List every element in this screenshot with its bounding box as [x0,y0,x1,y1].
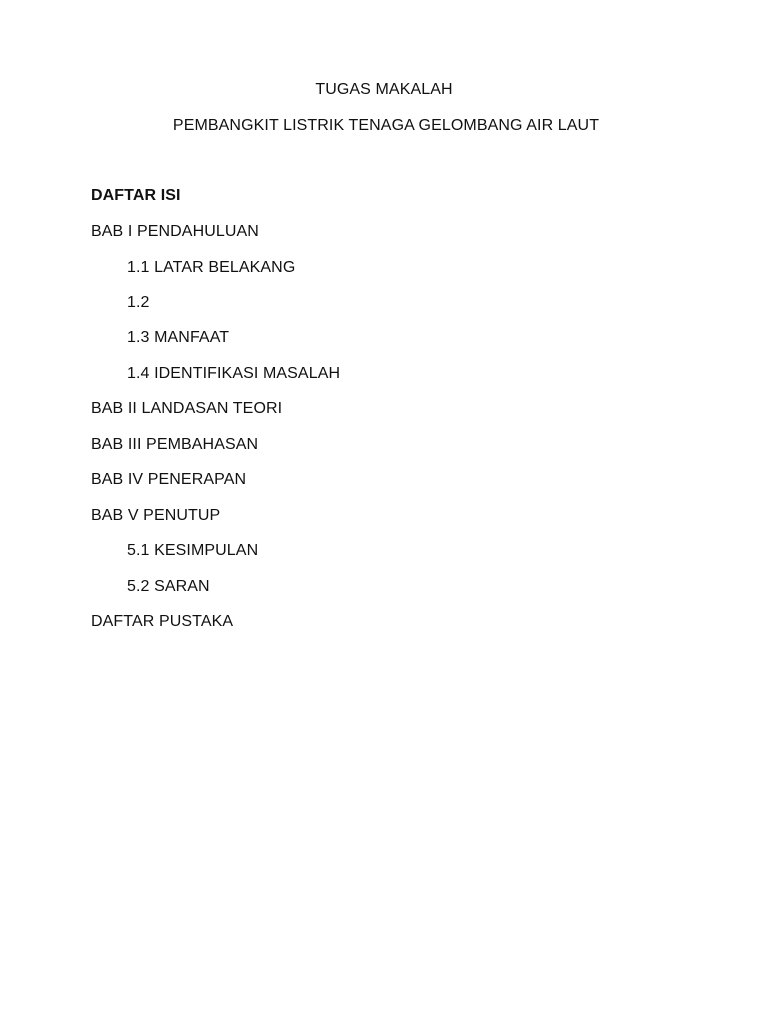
toc-entry-daftar-pustaka: DAFTAR PUSTAKA [91,613,234,630]
toc-entry-bab-3: BAB III PEMBAHASAN [91,436,259,453]
toc-entry-bab-1: BAB I PENDAHULUAN [91,223,259,240]
toc-entry-5-2: 5.2 SARAN [127,578,210,595]
toc-entry-1-3: 1.3 MANFAAT [127,329,230,346]
document-subtitle: PEMBANGKIT LISTRIK TENAGA GELOMBANG AIR LAUT [172,117,600,134]
toc-entry-bab-4: BAB IV PENERAPAN [91,471,247,488]
toc-entry-1-4: 1.4 IDENTIFIKASI MASALAH [127,365,341,382]
toc-entry-bab-5: BAB V PENUTUP [91,507,221,524]
document-title: TUGAS MAKALAH [315,81,453,98]
toc-entry-1-1: 1.1 LATAR BELAKANG [127,259,296,276]
toc-entry-bab-2: BAB II LANDASAN TEORI [91,400,283,417]
toc-entry-5-1: 5.1 KESIMPULAN [127,542,259,559]
toc-heading: DAFTAR ISI [91,187,181,204]
toc-entry-1-2: 1.2 [127,294,150,311]
